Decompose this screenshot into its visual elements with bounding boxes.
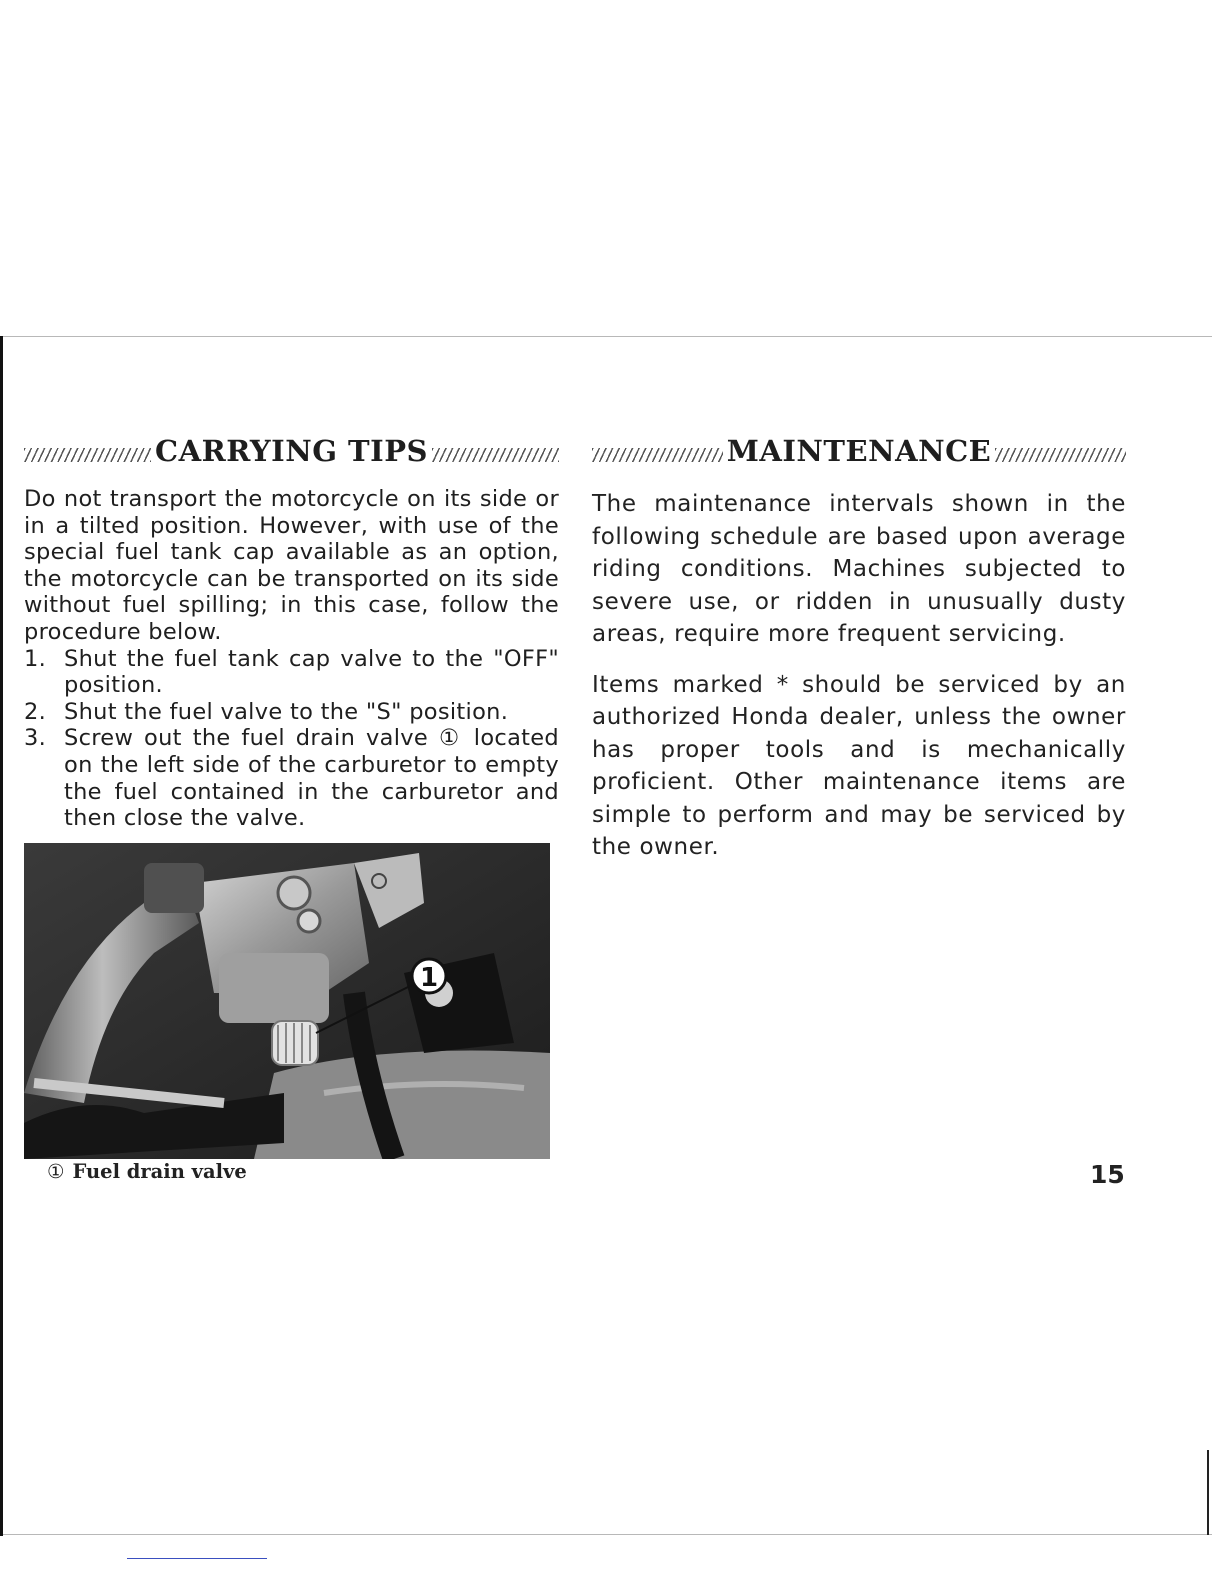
caption-marker: ① [47, 1160, 65, 1183]
heading-hatch-right [432, 448, 559, 462]
step-item [24, 646, 559, 699]
heading-hatch-right [995, 448, 1126, 462]
page-right-edge [1207, 1450, 1209, 1535]
carrying-tips-intro: Do not transport the motorcycle on its side or in a tilted position. However, with use of the special fuel tank cap available as an option, the motorcycle can be transported on its side without fuel spilling; in this case, follow the procedure below. [24, 486, 559, 645]
carrying-tips-heading [24, 424, 559, 468]
caption-text: Fuel drain valve [72, 1160, 247, 1183]
step-item [24, 699, 559, 726]
page-bottom-rule [0, 1534, 1212, 1535]
scan-margin-line [127, 1558, 267, 1559]
step-item [24, 725, 559, 831]
page-number: 15 [1090, 1160, 1125, 1189]
step-text: Screw out the fuel drain valve ① located on the left side of the carburetor to empty the fuel contained in the carburetor and then close the valve. [64, 725, 559, 832]
step-number: 2. [24, 698, 47, 725]
carrying-tips-section [24, 424, 559, 832]
page-top-rule [0, 336, 1212, 337]
step-text: Shut the fuel tank cap valve to the "OFF" position. [64, 645, 559, 699]
carrying-tips-steps [24, 646, 559, 832]
carrying-tips-body [24, 486, 559, 832]
maintenance-paragraph: Items marked * should be serviced by an authorized Honda dealer, unless the owner has proper tools and is mechanically proficient. Other maintenance items are simple to perform and may be serviced by the owner. [592, 671, 1126, 860]
maintenance-body [592, 488, 1126, 864]
maintenance-title: MAINTENANCE [726, 434, 992, 468]
maintenance-heading [592, 424, 1126, 468]
heading-hatch-left [592, 448, 723, 462]
heading-hatch-left [24, 448, 151, 462]
step-number: 1. [24, 645, 47, 672]
callout-label: 1 [419, 963, 439, 993]
carburetor-illustration [24, 843, 550, 1159]
photo-caption [47, 1160, 247, 1183]
step-text: Shut the fuel valve to the "S" position. [64, 698, 509, 725]
page-left-edge [0, 336, 3, 1536]
carrying-tips-title: CARRYING TIPS [155, 434, 428, 468]
fuel-drain-valve-photo [24, 843, 550, 1159]
maintenance-paragraph: The maintenance intervals shown in the following schedule are based upon average riding conditions. Machines subjected to severe use, or ridden in unusually dusty areas, require more frequent servicing. [592, 491, 1126, 647]
maintenance-section [592, 424, 1126, 882]
step-number: 3. [24, 725, 47, 752]
